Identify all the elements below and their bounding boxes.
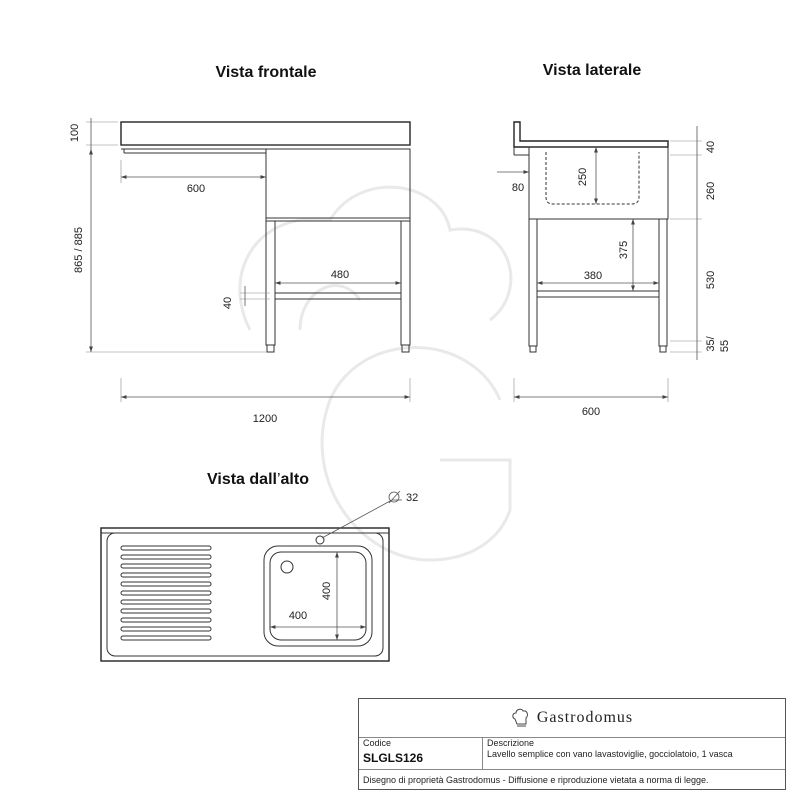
chef-hat-icon xyxy=(511,707,531,729)
code-label: Codice xyxy=(363,738,392,748)
dim-top-400-width: 400 xyxy=(288,610,308,622)
code-cell xyxy=(359,737,483,769)
description-value: Lavello semplice con vano lavastoviglie, gocciolatoio, 1 vasca xyxy=(487,749,733,759)
dim-front-1200: 1200 xyxy=(252,413,278,425)
dim-side-55: 55 xyxy=(719,339,731,353)
description-cell xyxy=(483,737,785,769)
brand-name: Gastrodomus xyxy=(536,709,634,726)
side-leg-left xyxy=(529,219,537,346)
dim-side-530: 530 xyxy=(705,270,717,290)
dim-front-480: 480 xyxy=(330,269,350,281)
dim-side-380: 380 xyxy=(583,270,603,282)
dim-top-400-height: 400 xyxy=(321,581,333,601)
dim-side-600: 600 xyxy=(581,406,601,418)
side-view-title: Vista laterale xyxy=(542,62,642,79)
dim-side-260: 260 xyxy=(705,181,717,201)
title-block xyxy=(358,698,786,790)
front-shelf xyxy=(275,293,401,299)
top-view-title-suffix: alto xyxy=(280,471,309,488)
dim-front-40: 40 xyxy=(222,296,234,310)
side-bowl-hidden xyxy=(546,152,639,204)
top-view-title-prefix: Vista dall xyxy=(207,471,277,488)
side-worktop xyxy=(514,122,668,147)
side-leg-right xyxy=(659,219,667,346)
side-view xyxy=(497,62,731,418)
dim-side-80: 80 xyxy=(511,182,525,194)
dim-side-40: 40 xyxy=(705,140,717,154)
ownership-notice: Disegno di proprietà Gastrodomus - Diffusione e riproduzione vietata a norma di legge. xyxy=(363,775,709,785)
dim-top-diameter: 32 xyxy=(406,492,419,504)
title-block-fields xyxy=(359,737,785,770)
dim-side-35: 35/ xyxy=(705,336,717,352)
watermark-logo xyxy=(240,187,511,560)
front-leg-right xyxy=(401,221,410,345)
drainer-grooves xyxy=(121,546,211,640)
description-label: Descrizione xyxy=(487,738,535,748)
top-view xyxy=(101,471,418,661)
brand-header xyxy=(359,699,785,738)
side-basin-box xyxy=(529,147,668,219)
dim-side-250: 250 xyxy=(577,167,589,187)
front-worktop xyxy=(121,122,410,145)
dim-side-375: 375 xyxy=(618,240,630,260)
dim-front-600: 600 xyxy=(186,183,206,195)
front-view xyxy=(69,64,410,425)
front-leg-left xyxy=(266,221,275,345)
sink-bowl-outer xyxy=(264,546,372,646)
side-shelf xyxy=(537,291,659,297)
dim-front-865-885: 865 / 885 xyxy=(73,227,85,273)
top-view-title: Vista dall’alto xyxy=(207,471,309,488)
code-value: SLGLS126 xyxy=(363,751,424,765)
drain-hole xyxy=(281,561,293,573)
dim-front-100: 100 xyxy=(69,123,81,143)
front-view-title: Vista frontale xyxy=(215,64,317,81)
